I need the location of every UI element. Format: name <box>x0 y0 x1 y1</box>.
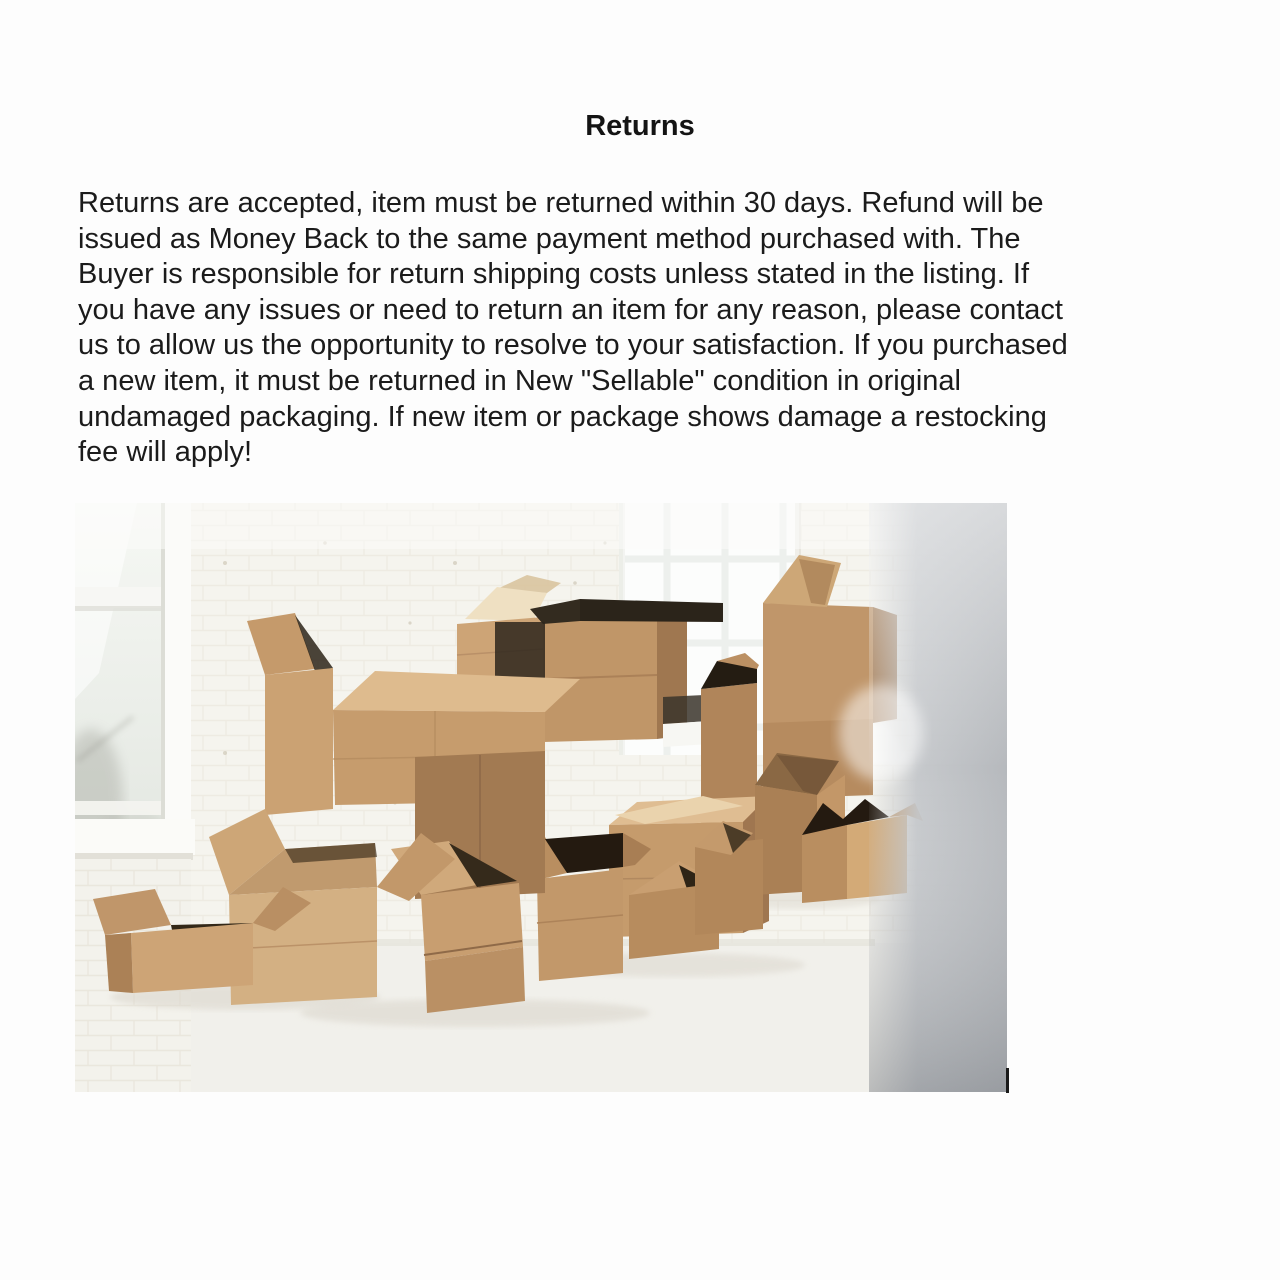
policy-line: Returns are accepted, item must be returned within 30 days. Refund will be <box>78 187 1044 219</box>
policy-line: Buyer is responsible for return shipping costs unless stated in the listing. If <box>78 258 1030 291</box>
policy-paragraph <box>78 186 1228 471</box>
text-cursor <box>1006 1068 1009 1093</box>
cardboard-boxes-photo[interactable] <box>75 503 1007 1092</box>
page-title: Returns <box>585 110 695 142</box>
policy-line: a new item, it must be returned in New "Sellable" condition in original <box>78 364 961 397</box>
policy-line: you have any issues or need to return an item for any reason, please contact <box>78 293 1063 326</box>
top-light <box>75 503 1007 549</box>
policy-line: fee will apply! <box>78 436 253 469</box>
policy-line: undamaged packaging. If new item or package shows damage a restocking <box>78 400 1047 433</box>
policy-line: us to allow us the opportunity to resolve to your satisfaction. If you purchased <box>78 329 1068 362</box>
policy-line: issued as Money Back to the same payment method purchased with. The <box>78 222 1021 255</box>
